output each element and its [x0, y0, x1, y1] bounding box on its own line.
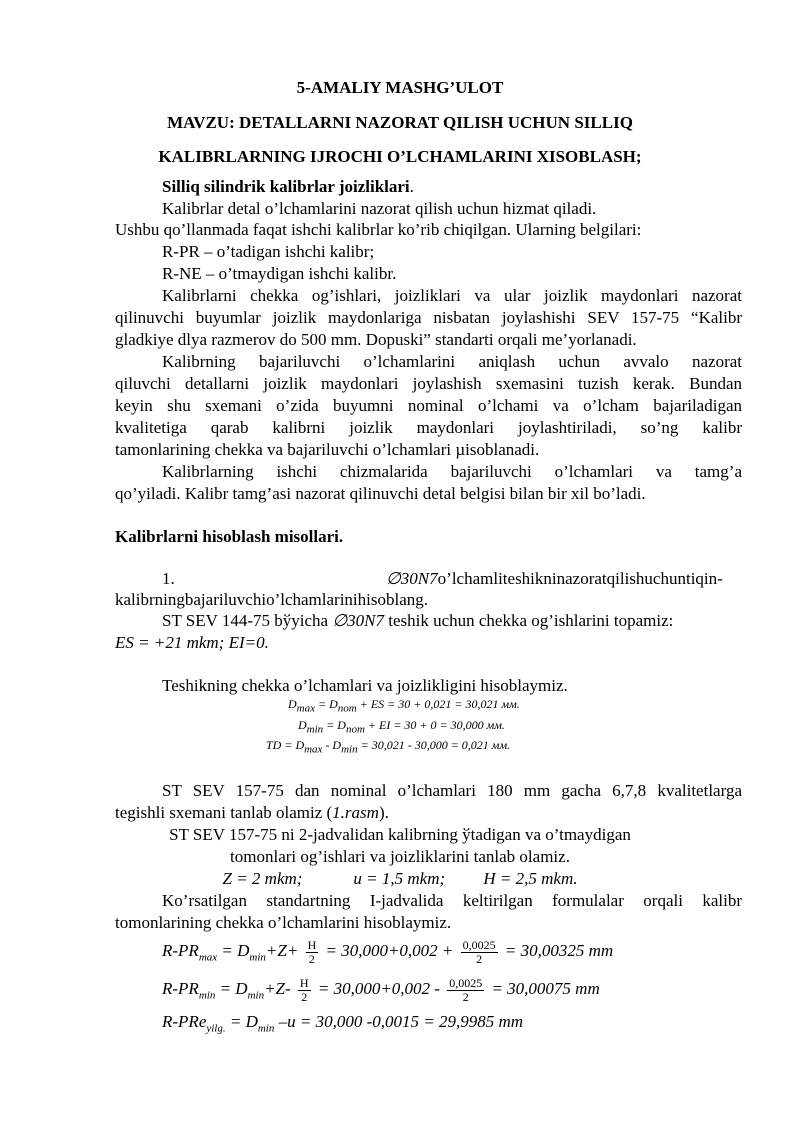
formula-dmax: $D_{max} = D_{nom}$ + ES = 30 + 0,021 = 30,021 мм. [288, 697, 520, 715]
text-line: qilinuvchi buyumlar joizlik maydonlariga nisbatan joylashishi SEV 157-75 “Kalibr [115, 308, 742, 327]
examples-heading: Kalibrlarni hisoblash misollari. [115, 527, 344, 546]
fraction-h-over-2: $\frac{H}{2}$ [307, 937, 317, 966]
example-number: 1. [162, 569, 175, 588]
deviation-values: ES = +21 mkm; EI=0. [115, 633, 269, 652]
fraction-value-over-2: $\frac{0,0025}{2}$ [449, 975, 483, 1004]
section-subtitle: Silliq silindrik kalibrlar joizliklari. [162, 177, 414, 196]
fraction-value-over-2: $\frac{0,0025}{2}$ [462, 937, 496, 966]
text-line: Kalibrning bajariluvchi o’lchamlarini aniqlash uchun avvalo nazorat [162, 352, 742, 371]
topic-line-1: MAVZU: DETALLARNI NAZORAT QILISH UCHUN SILLIQ [167, 113, 633, 132]
text-line: Ko’rsatilgan standartning I-jadvalida keltirilgan formulalar orqali kalibr [162, 891, 742, 910]
formula-pr-max: $R-PR_{max} = D_{min}+Z+$ $\frac{H}{2}$ = 30,000+0,002 + $\frac{0,0025}{2}$ = 30,00325 mm [162, 937, 614, 966]
text-line: Kalibrlarni chekka og’ishlari, joizliklari va ular joizlik maydonlari nazorat [162, 286, 742, 305]
text-line: tamonlarining chekka va bajariluvchi o’lchamlari µisoblanadi. [115, 440, 540, 459]
text-line: qo’yiladi. Kalibr tamg’asi nazorat qilinuvchi detal belgisi bilan bir xil bo’ladi. [115, 484, 646, 503]
size-designation: ∅30N7 [332, 611, 384, 630]
pr-definition: R-PR – o’tadigan ishchi kalibr; [162, 242, 375, 261]
text-line: kvalitetiga qarab kalibrni joizlik maydonlari joylashtiriladi, so’ng kalibr [115, 418, 742, 437]
text-line: Teshikning chekka o’lchamlari va joizlikligini hisoblaymiz. [162, 676, 568, 695]
size-designation: ∅30N7 [386, 569, 438, 588]
formula-td: TD = $D_{max} - D_{min} = 30,021 - 30,000 = 0,021$ мм. [266, 738, 511, 756]
text-line: qiluvchi detallarni joizlik maydonlari joylashish sxemasini tuzish kerak. Bundan [115, 374, 742, 393]
ne-definition: R-NE – o’tmaydigan ishchi kalibr. [162, 264, 397, 283]
text-line: kalibrningbajariluvchio’lchamlarinihisoblang. [115, 590, 428, 609]
formula-pr-worn: $R-PRe_{yilg.} = D_{min}$ –u = 30,000 -0,0015 = 29,9985 mm [162, 1012, 524, 1035]
text-line: tomonlarining chekka o’lchamlarini hisoblaymiz. [115, 913, 452, 932]
standard-line: ST SEV 144-75 bўyicha ∅30N7 teshik uchun chekka og’ishlarini topamiz: [162, 611, 674, 630]
text-line: Ushbu qo’llanmada faqat ishchi kalibrlar ko’rib chiqilgan. Ularning belgilari: [115, 220, 642, 239]
text-line: Kalibrlar detal o’lchamlarini nazorat qilish uchun hizmat qiladi. [162, 199, 597, 218]
tolerance-values: Z = 2 mkm; u = 1,5 mkm; H = 2,5 mkm. [222, 869, 578, 888]
text-line: Kalibrlarning ishchi chizmalarida bajariluvchi o’lchamlari va tamg’a [162, 462, 742, 481]
text-line: ST SEV 157-75 dan nominal o’lchamlari 180 mm gacha 6,7,8 kvalitetlarga [162, 781, 742, 800]
figure-reference: 1.rasm [332, 803, 379, 822]
text-line: gladkiye dlya razmerov do 500 mm. Dopuski” standarti orqali me’yorlanadi. [115, 330, 637, 349]
text-line: tegishli sxemani tanlab olamiz (1.rasm). [115, 803, 389, 822]
text-line: tomonlari og’ishlari va joizliklarini tanlab olamiz. [230, 847, 570, 866]
text-line: ST SEV 157-75 ni 2-jadvalidan kalibrning ўtadigan va o’tmaydigan [169, 825, 631, 844]
text-line: keyin shu sxemani o’zida buyumni nominal o’lchami va o’lcham bajariladigan [115, 396, 742, 415]
fraction-h-over-2: $\frac{H}{2}$ [299, 975, 309, 1004]
formula-dmin: $D_{min} = D_{nom}$ + EI = 30 + 0 = 30,000 мм. [298, 718, 505, 736]
page-title: 5-AMALIY MASHG’ULOT [296, 78, 504, 97]
example-1-line: ∅30N7o’lchamliteshikninazoratqilishuchuntiqin- [386, 569, 723, 588]
formula-pr-min: $R-PR_{min} = D_{min}+Z-$ $\frac{H}{2}$ = 30,000+0,002 - $\frac{0,0025}{2}$ = 30,00075 mm [162, 975, 600, 1004]
topic-line-2: KALIBRLARNING IJROCHI O’LCHAMLARINI XISOBLASH; [158, 147, 642, 166]
